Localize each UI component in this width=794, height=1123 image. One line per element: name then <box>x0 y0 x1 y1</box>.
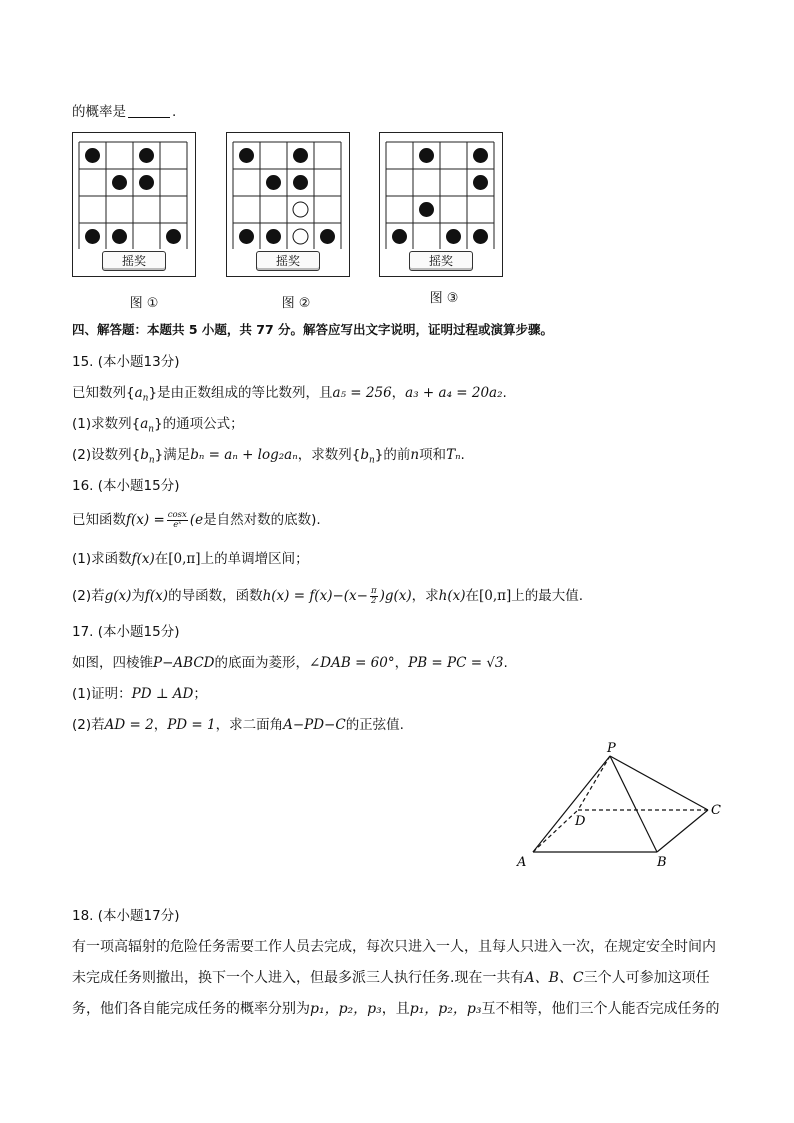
edge-PB <box>610 756 657 852</box>
label-P: P <box>607 741 616 756</box>
q18-line3: 务，他们各自能完成任务的概率分别为p₁，p₂，p₃，且p₁，p₂，p₃互不相等，他们三个人能否完成任务的 <box>72 1001 720 1017</box>
q16-stem: 已知函数f(x) = $\frac{\cos x}{\text{eˣ}}$ (e是自然对数的底数). <box>72 509 321 530</box>
black-ball <box>85 148 100 163</box>
lottery-grid-2 <box>232 141 344 249</box>
black-ball <box>139 148 154 163</box>
edge-BC <box>657 810 708 852</box>
q18-line1: 有一项高辐射的危险任务需要工作人员去完成，每次只进入一人，且每人只进入一次，在规定安全时间内 <box>72 939 716 955</box>
lottery-grid-1 <box>78 141 190 249</box>
q17-part1: (1)证明：PD ⊥ AD； <box>72 686 207 702</box>
intro-end: . <box>172 104 177 120</box>
black-ball <box>293 175 308 190</box>
black-ball <box>473 229 488 244</box>
edge-PD-hidden <box>578 756 610 810</box>
lottery-panel-3 <box>379 132 503 277</box>
q18-heading: 18. (本小题17分) <box>72 908 180 924</box>
pyramid-diagram <box>505 738 735 878</box>
section-heading: 四、解答题：本题共 5 小题，共 77 分。解答应写出文字说明，证明过程或演算步骤。 <box>72 322 554 337</box>
black-ball <box>473 175 488 190</box>
black-ball <box>473 148 488 163</box>
black-ball <box>266 229 281 244</box>
lottery-grid-3 <box>385 141 497 249</box>
white-ball <box>293 202 308 217</box>
black-ball <box>112 175 127 190</box>
q15-heading: 15. (本小题13分) <box>72 354 180 370</box>
q16-heading: 16. (本小题15分) <box>72 478 180 494</box>
black-ball <box>139 175 154 190</box>
lottery-button-1: 摇奖 <box>102 251 166 271</box>
lottery-panel-2 <box>226 132 350 277</box>
q18-line2: 未完成任务则撤出，换下一个人进入，但最多派三人执行任务.现在一共有A、B、C三个人可参加这项任 <box>72 970 710 986</box>
label-B: B <box>657 855 667 870</box>
lottery-panel-1 <box>72 132 196 277</box>
black-ball <box>419 148 434 163</box>
q15-part2: (2)设数列$\{b_n\}$满足bₙ = aₙ + log₂aₙ，求数列$\{b_n\}$的前n项和Tₙ. <box>72 447 465 466</box>
figure-caption-1: 图 ① <box>129 296 159 311</box>
black-ball <box>419 202 434 217</box>
black-ball <box>293 148 308 163</box>
black-ball <box>239 229 254 244</box>
white-ball <box>293 229 308 244</box>
q17-heading: 17. (本小题15分) <box>72 624 180 640</box>
figure-caption-3: 图 ③ <box>429 291 459 306</box>
q15-part1: (1)求数列$\{a_n\}$的通项公式； <box>72 416 244 435</box>
edge-AD-hidden <box>533 810 578 852</box>
black-ball <box>266 175 281 190</box>
black-ball <box>85 229 100 244</box>
edge-PA <box>533 756 610 852</box>
lottery-button-2: 摇奖 <box>256 251 320 271</box>
q16-part2: (2)若g(x)为f(x)的导函数，函数h(x) = f(x)−(x− $\frac{\pi}{2}$ )g(x)，求h(x)在[0,π]上的最大值. <box>72 585 584 606</box>
black-ball <box>446 229 461 244</box>
black-ball <box>392 229 407 244</box>
label-C: C <box>711 803 721 818</box>
q15-stem: 已知数列$\{a_n\}$是由正数组成的等比数列，且a₅ = 256，a₃ + a₄ = 20a₂. <box>72 385 507 404</box>
answer-blank <box>128 103 170 118</box>
edge-PC <box>610 756 708 810</box>
black-ball <box>239 148 254 163</box>
q17-part2: (2)若AD = 2，PD = 1，求二面角A−PD−C的正弦值. <box>72 717 404 733</box>
q17-stem: 如图，四棱锥P−ABCD的底面为菱形，∠DAB = 60°，PB = PC = √3. <box>72 655 508 671</box>
label-A: A <box>517 855 527 870</box>
black-ball <box>112 229 127 244</box>
lottery-button-3: 摇奖 <box>409 251 473 271</box>
intro-text: 的概率是 <box>72 104 126 120</box>
intro-line <box>72 102 176 122</box>
label-D: D <box>575 814 586 829</box>
q16-part1: (1)求函数f(x)在[0,π]上的单调增区间； <box>72 551 309 567</box>
black-ball <box>166 229 181 244</box>
figure-caption-2: 图 ② <box>281 296 311 311</box>
black-ball <box>320 229 335 244</box>
